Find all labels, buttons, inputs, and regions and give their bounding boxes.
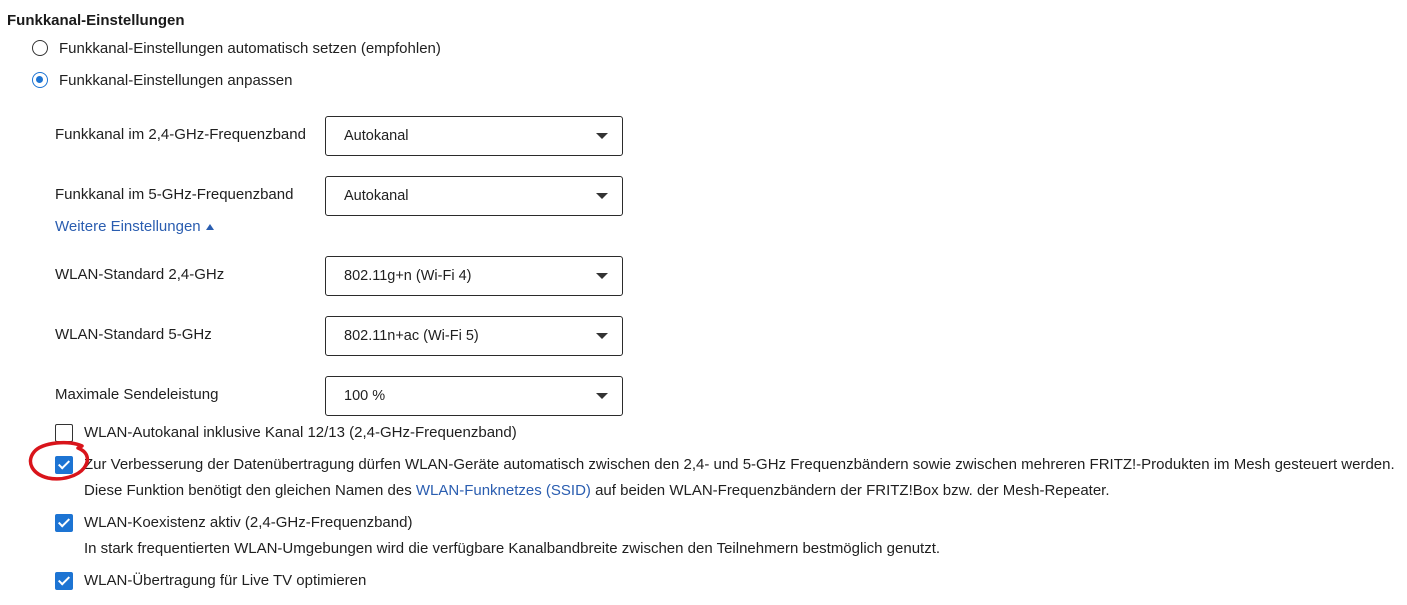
autokanal-12-13-label: WLAN-Autokanal inklusive Kanal 12/13 (2,4-GHz-Frequenzband) [84,424,517,441]
channel-5-label: Funkkanal im 5-GHz-Frequenzband [55,186,294,203]
chevron-down-icon [596,193,608,199]
checkbox-checked[interactable] [55,456,73,474]
band-steering-description [84,481,1110,501]
caret-up-icon [206,224,214,230]
ssid-link[interactable]: WLAN-Funknetzes (SSID) [415,482,591,499]
standard-5-value: 802.11n+ac (Wi-Fi 5) [344,328,479,344]
section-title: Funkkanal-Einstellungen [7,12,185,29]
checkbox-row-coexistence[interactable] [55,513,412,533]
radio-button-checked[interactable] [32,72,48,88]
coexistence-label: WLAN-Koexistenz aktiv (2,4-GHz-Frequenzband) [84,514,413,531]
chevron-down-icon [596,273,608,279]
tx-power-value: 100 % [344,388,386,404]
radio-auto-label: Funkkanal-Einstellungen automatisch setzen (empfohlen) [59,39,441,57]
band-steering-desc-after: auf beiden WLAN-Frequenzbändern der FRITZ!Box bzw. der Mesh-Repeater. [590,482,1110,499]
channel-24-select[interactable] [325,116,623,156]
radio-button-unchecked[interactable] [32,40,48,56]
band-steering-desc-before: Diese Funktion benötigt den gleichen Namen des [84,482,416,499]
channel-5-select[interactable] [325,176,623,216]
chevron-down-icon [596,133,608,139]
checkbox-row-band-steering[interactable] [55,455,1395,475]
checkbox-checked[interactable] [55,572,73,590]
channel-24-label: Funkkanal im 2,4-GHz-Frequenzband [55,126,306,143]
channel-24-value: Autokanal [344,128,409,144]
chevron-down-icon [596,333,608,339]
radio-auto-channel-settings[interactable] [32,37,441,59]
more-settings-label: Weitere Einstellungen [55,218,201,235]
checkbox-unchecked[interactable] [55,424,73,442]
standard-24-select[interactable] [325,256,623,296]
standard-5-select[interactable] [325,316,623,356]
more-settings-link[interactable] [55,218,214,235]
standard-24-label: WLAN-Standard 2,4-GHz [55,266,225,283]
coexistence-description: In stark frequentierten WLAN-Umgebungen wird die verfügbare Kanalbandbreite zwischen den Teilnehmern bestmöglich genutzt. [84,540,941,557]
live-tv-label: WLAN-Übertragung für Live TV optimieren [84,572,367,589]
tx-power-label: Maximale Sendeleistung [55,386,219,403]
standard-5-label: WLAN-Standard 5-GHz [55,326,212,343]
standard-24-value: 802.11g+n (Wi-Fi 4) [344,268,472,284]
tx-power-select[interactable] [325,376,623,416]
radio-custom-label: Funkkanal-Einstellungen anpassen [59,71,293,89]
checkbox-checked[interactable] [55,514,73,532]
checkbox-row-live-tv[interactable] [55,571,366,591]
checkbox-row-autokanal-12-13[interactable] [55,423,517,443]
radio-custom-channel-settings[interactable] [32,69,293,91]
channel-5-value: Autokanal [344,188,409,204]
band-steering-label: Zur Verbesserung der Datenübertragung dürfen WLAN-Geräte automatisch zwischen den 2,4- und 5-GHz Frequenzbändern sowie zwischen mehreren FRITZ!-Produkten im Mesh gesteuert werden. [84,456,1395,473]
chevron-down-icon [596,393,608,399]
